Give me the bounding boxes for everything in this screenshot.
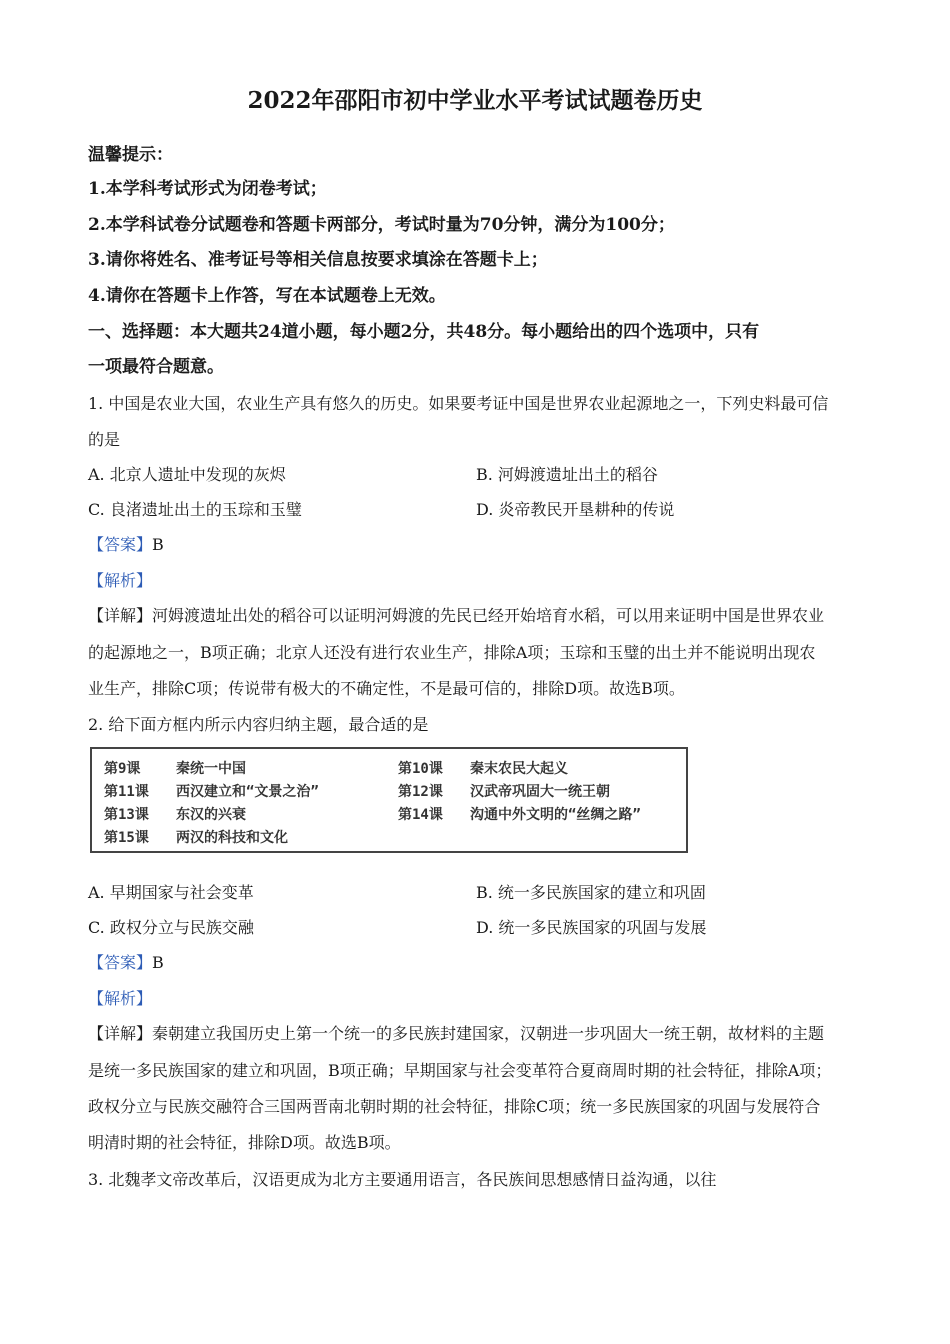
answer-tag: 【答案】 — [88, 953, 153, 972]
lesson-item — [104, 759, 246, 779]
lesson-number: 第12课 — [398, 784, 443, 800]
q2-detail-line: 政权分立与民族交融符合三国两晋南北朝时期的社会特征，排除C项；统一多民族国家的巩固与发展符合 — [88, 1097, 821, 1116]
lesson-title: 汉武帝巩固大一统王朝 — [470, 784, 610, 800]
q1-option-a: A. 北京人遗址中发现的灰烬 — [88, 465, 286, 484]
lesson-item — [398, 759, 568, 779]
section-heading: 一、选择题：本大题共24道小题，每小题2分，共48分。每小题给出的四个选项中，只有 — [88, 322, 760, 342]
detail-text: 河姆渡遗址出处的稻谷可以证明河姆渡的先民已经开始培育水稻，可以用来证明中国是世界农业 — [152, 606, 825, 625]
q1-analysis-tag: 【解析】 — [88, 571, 153, 590]
q1-option-d: D. 炎帝教民开垦耕种的传说 — [476, 500, 675, 519]
notice-heading: 温馨提示： — [88, 145, 173, 165]
detail-text: 秦朝建立我国历史上第一个统一的多民族封建国家，汉朝进一步巩固大一统王朝，故材料的主题 — [152, 1024, 825, 1043]
notice-item: 2.本学科试卷分试题卷和答题卡两部分，考试时量为70分钟，满分为100分； — [88, 215, 675, 235]
question-1-stem-cont: 的是 — [88, 430, 121, 449]
notice-item: 3.请你将姓名、准考证号等相关信息按要求填涂在答题卡上； — [88, 250, 548, 270]
lesson-number: 第15课 — [104, 830, 149, 846]
q2-answer — [88, 950, 878, 976]
lesson-title: 秦统一中国 — [176, 761, 246, 777]
notice-item: 1.本学科考试形式为闭卷考试； — [88, 179, 327, 199]
q2-option-d: D. 统一多民族国家的巩固与发展 — [476, 918, 707, 937]
lesson-item — [104, 805, 246, 825]
lesson-number: 第10课 — [398, 761, 443, 777]
q1-answer — [88, 532, 878, 558]
q1-option-b: B. 河姆渡遗址出土的稻谷 — [476, 465, 658, 484]
lesson-title: 两汉的科技和文化 — [176, 830, 288, 846]
detail-tag: 【详解】 — [88, 1024, 153, 1043]
lesson-title: 东汉的兴衰 — [176, 807, 246, 823]
section-heading-cont: 一项最符合题意。 — [88, 357, 224, 377]
answer-value: B — [152, 953, 164, 972]
q1-detail — [88, 603, 878, 629]
question-2-stem: 2. 给下面方框内所示内容归纳主题，最合适的是 — [88, 715, 429, 734]
lesson-title: 沟通中外文明的“丝绸之路” — [470, 807, 641, 823]
lesson-title: 西汉建立和“文景之治” — [176, 784, 319, 800]
lesson-number: 第11课 — [104, 784, 149, 800]
question-1-stem: 1. 中国是农业大国，农业生产具有悠久的历史。如果要考证中国是世界农业起源地之一，下列史料最可信 — [88, 394, 829, 413]
lesson-number: 第13课 — [104, 807, 149, 823]
question-3-stem: 3. 北魏孝文帝改革后，汉语更成为北方主要通用语言，各民族间思想感情日益沟通，以往 — [88, 1170, 717, 1189]
q2-option-a: A. 早期国家与社会变革 — [88, 883, 254, 902]
lesson-item — [398, 782, 610, 802]
lesson-item — [104, 782, 319, 802]
q1-detail-line: 的起源地之一，B项正确；北京人还没有进行农业生产，排除A项；玉琮和玉璧的出土并不能说明出现农 — [88, 643, 816, 662]
q1-detail-line: 业生产，排除C项；传说带有极大的不确定性，不是最可信的，排除D项。故选B项。 — [88, 679, 685, 698]
lesson-number: 第9课 — [104, 761, 141, 777]
q2-option-c: C. 政权分立与民族交融 — [88, 918, 254, 937]
q1-option-c: C. 良渚遗址出土的玉琮和玉璧 — [88, 500, 302, 519]
detail-tag: 【详解】 — [88, 606, 153, 625]
q2-detail-line: 是统一多民族国家的建立和巩固，B项正确；早期国家与社会变革符合夏商周时期的社会特征，排除A项； — [88, 1061, 832, 1080]
q2-detail — [88, 1021, 878, 1047]
q2-detail-line: 明清时期的社会特征，排除D项。故选B项。 — [88, 1133, 401, 1152]
lesson-item — [398, 805, 641, 825]
page-title: 2022年邵阳市初中学业水平考试试题卷历史 — [247, 87, 703, 114]
q2-analysis-tag: 【解析】 — [88, 989, 153, 1008]
lesson-number: 第14课 — [398, 807, 443, 823]
notice-item: 4.请你在答题卡上作答，写在本试题卷上无效。 — [88, 286, 446, 306]
lesson-box — [90, 747, 688, 853]
lesson-title: 秦末农民大起义 — [470, 761, 568, 777]
answer-value: B — [152, 535, 164, 554]
q2-option-b: B. 统一多民族国家的建立和巩固 — [476, 883, 706, 902]
lesson-item — [104, 828, 288, 848]
answer-tag: 【答案】 — [88, 535, 153, 554]
